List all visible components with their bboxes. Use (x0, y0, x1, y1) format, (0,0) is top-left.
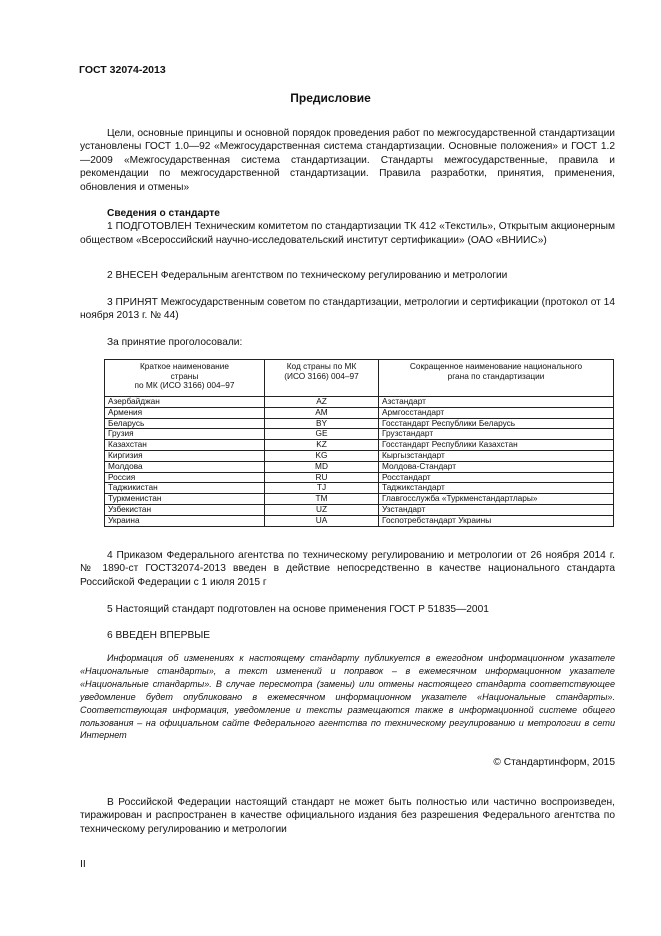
table-row (105, 461, 614, 472)
cell-code: TM (265, 494, 379, 505)
cell-country: Казахстан (105, 440, 265, 451)
item-5: 5 Настоящий стандарт подготовлен на основе применения ГОСТ Р 51835—2001 (107, 604, 489, 615)
item-1: 1 ПОДГОТОВЛЕН Техническим комитетом по стандартизации ТК 412 «Текстиль», Открытым акционерным обществом «Всероссийский научно-исследовательский институт сертификации» (ОАО «ВНИИС») (80, 221, 615, 246)
cell-code: UA (265, 515, 379, 526)
cell-country: Грузия (105, 429, 265, 440)
cell-country: Азербайджан (105, 397, 265, 408)
cell-country: Украина (105, 515, 265, 526)
cell-country: Туркменистан (105, 494, 265, 505)
section-heading: Сведения о стандарте (107, 208, 220, 219)
table-row (105, 397, 614, 408)
cell-code: KG (265, 450, 379, 461)
table-row (105, 407, 614, 418)
cell-country: Россия (105, 472, 265, 483)
cell-standards-body: Главгосслужба «Туркменстандартлары» (379, 494, 614, 505)
intro-paragraph (80, 127, 615, 194)
cell-code: GE (265, 429, 379, 440)
cell-standards-body: Кыргызстандарт (379, 450, 614, 461)
item-3: 3 ПРИНЯТ Межгосударственным советом по стандартизации, метрологии и сертификации (протокол от 14 ноября 2013 г. № 44) (80, 297, 615, 322)
cell-code: TJ (265, 483, 379, 494)
table-row (105, 429, 614, 440)
table-row (105, 515, 614, 526)
restriction-paragraph (80, 796, 615, 836)
cell-code: RU (265, 472, 379, 483)
voted-paragraph (80, 336, 615, 349)
table-row (105, 483, 614, 494)
table-row (105, 418, 614, 429)
cell-standards-body: Росстандарт (379, 472, 614, 483)
cell-code: KZ (265, 440, 379, 451)
cell-country: Таджикистан (105, 483, 265, 494)
document-id: ГОСТ 32074-2013 (79, 64, 166, 76)
table-row (105, 472, 614, 483)
cell-country: Армения (105, 407, 265, 418)
cell-standards-body: Молдова-Стандарт (379, 461, 614, 472)
voting-states-table (104, 359, 614, 527)
item-2: 2 ВНЕСЕН Федеральным агентством по техническому регулированию и метрологии (107, 270, 508, 281)
cell-standards-body: Узстандарт (379, 504, 614, 515)
notice-text: Информация об изменениях к настоящему стандарту публикуется в ежегодном информационном указателе «Национальные стандарты», а текст изменений и поправок – в ежемесячном информационном указателе «Национальные стандарты». В случае пересмотра (замены) или отмены настоящего стандарта соответствующее уведомление будет опубликовано в ежемесячном информационном указателе «Национальные стандарты». Соответствующая информация, уведомление и тексты размещаются также в информационной системе общего пользования – на официальном сайте Федерального агентства по техническому регулированию и метрологии в сети Интернет (80, 653, 615, 741)
intro-text: Цели, основные принципы и основной порядок проведения работ по межгосударственной стандартизации установлены ГОСТ 1.0—92 «Межгосударственная система стандартизации. Основные положения» и ГОСТ 1.2—2009 «Межгосударственная система стандартизации. Стандарты межгосударственные, правила и рекомендации по межгосударственной стандартизации. Правила разработки, принятия, применения, обновления и отмены» (80, 128, 615, 193)
item-3-paragraph (80, 296, 615, 323)
header-country-code: Код страны по МК (ИСО 3166) 004–97 (265, 360, 379, 397)
cell-country: Беларусь (105, 418, 265, 429)
notice-paragraph (80, 652, 615, 742)
cell-standards-body: Госстандарт Республики Казахстан (379, 440, 614, 451)
header-country-name: Краткое наименование страны по МК (ИСО 3166) 004–97 (105, 360, 265, 397)
cell-code: MD (265, 461, 379, 472)
cell-code: AZ (265, 397, 379, 408)
cell-country: Киргизия (105, 450, 265, 461)
cell-code: AM (265, 407, 379, 418)
cell-country: Молдова (105, 461, 265, 472)
table-row (105, 440, 614, 451)
cell-standards-body: Азстандарт (379, 397, 614, 408)
copyright: © Стандартинформ, 2015 (493, 757, 615, 768)
item-6-paragraph (80, 629, 615, 642)
cell-standards-body: Армгосстандарт (379, 407, 614, 418)
table-row (105, 450, 614, 461)
table-header-row (105, 360, 614, 397)
item-4-paragraph (80, 549, 615, 589)
cell-standards-body: Таджикстандарт (379, 483, 614, 494)
cell-country: Узбекистан (105, 504, 265, 515)
item-2-paragraph (80, 269, 615, 282)
voted-label: За принятие проголосовали: (107, 337, 243, 348)
page-title: Предисловие (290, 91, 371, 105)
page-number: II (80, 858, 86, 870)
cell-standards-body: Госпотребстандарт Украины (379, 515, 614, 526)
cell-code: BY (265, 418, 379, 429)
restriction-text: В Российской Федерации настоящий стандарт не может быть полностью или частично воспроизведен, тиражирован и распространен в качестве официального издания без разрешения Федерального агентства по техническому регулированию и метрологии (80, 797, 615, 835)
item-4: 4 Приказом Федерального агентства по техническому регулированию и метрологии от 26 ноября 2014 г. № 1890-ст ГОСТ32074-2013 введен в действие непосредственно в качестве национального стандарта Российской Федерации с 1 июля 2015 г (80, 550, 615, 588)
table-row (105, 494, 614, 505)
item-6: 6 ВВЕДЕН ВПЕРВЫЕ (107, 630, 211, 641)
standard-info-section (80, 207, 615, 247)
cell-standards-body: Грузстандарт (379, 429, 614, 440)
cell-standards-body: Госстандарт Республики Беларусь (379, 418, 614, 429)
header-standards-body: Сокращенное наименование национального ргана по стандартизации (379, 360, 614, 397)
cell-code: UZ (265, 504, 379, 515)
item-5-paragraph (80, 603, 615, 616)
table-row (105, 504, 614, 515)
